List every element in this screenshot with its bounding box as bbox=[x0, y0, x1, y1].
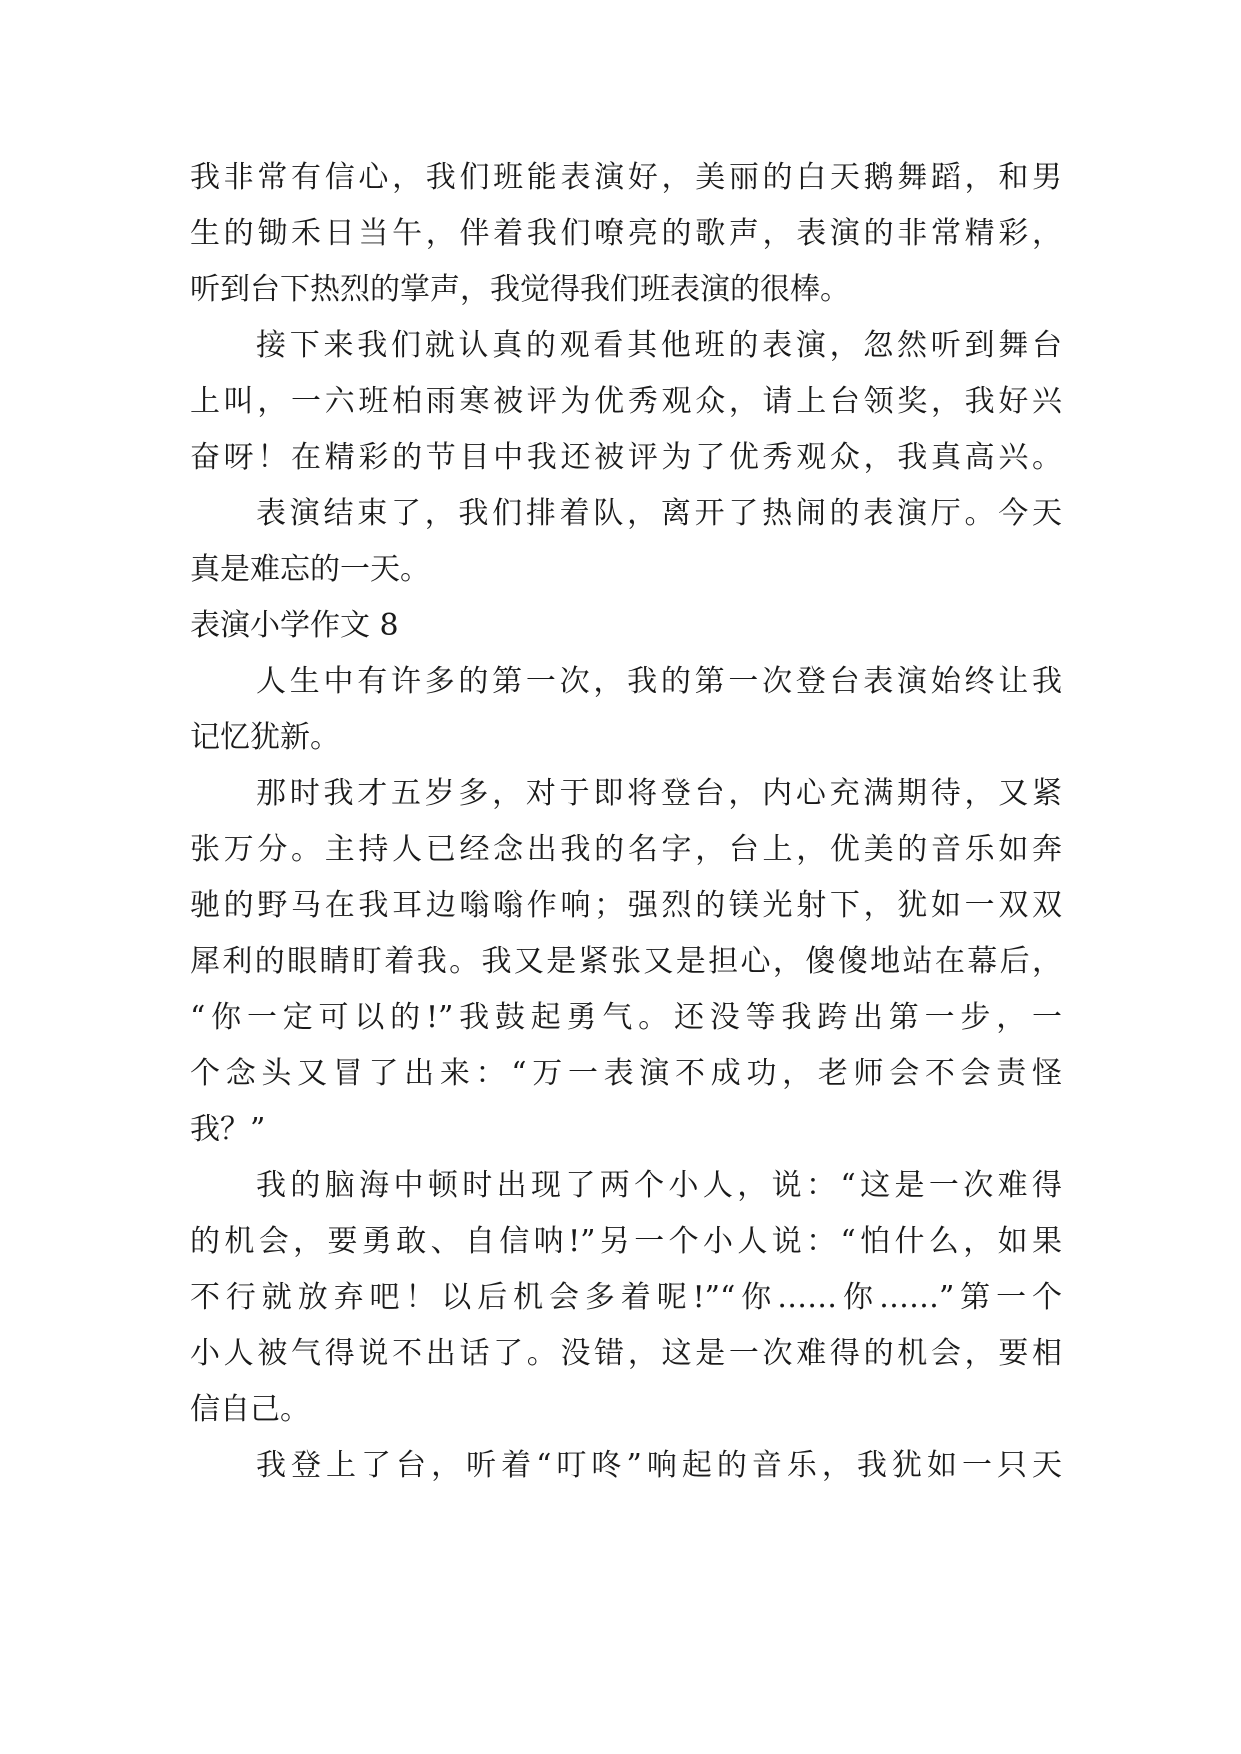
text-line: 我登上了台，听着“叮咚”响起的音乐，我犹如一只天 bbox=[256, 1448, 1062, 1483]
section-heading: 表演小学作文 8 bbox=[190, 608, 399, 643]
text-line: 上叫，一六班柏雨寒被评为优秀观众，请上台领奖，我好兴 bbox=[190, 384, 1062, 419]
text-line: 信自己。 bbox=[190, 1392, 310, 1427]
text-line: 我非常有信心，我们班能表演好，美丽的白天鹅舞蹈，和男 bbox=[190, 160, 1062, 195]
text-line: 人生中有许多的第一次，我的第一次登台表演始终让我 bbox=[256, 664, 1062, 699]
text-line: 听到台下热烈的掌声，我觉得我们班表演的很棒。 bbox=[190, 272, 850, 307]
text-line: 我？” bbox=[190, 1112, 266, 1147]
text-line: 的机会，要勇敢、自信呐!”另一个小人说：“怕什么，如果 bbox=[190, 1224, 1062, 1259]
text-line: 张万分。主持人已经念出我的名字，台上，优美的音乐如奔 bbox=[190, 832, 1062, 867]
text-line: 小人被气得说不出话了。没错，这是一次难得的机会，要相 bbox=[190, 1336, 1062, 1371]
text-line: “你一定可以的!”我鼓起勇气。还没等我跨出第一步，一 bbox=[190, 1000, 1062, 1035]
text-line: 接下来我们就认真的观看其他班的表演，忽然听到舞台 bbox=[256, 328, 1062, 363]
text-line: 真是难忘的一天。 bbox=[190, 552, 430, 587]
text-line: 驰的野马在我耳边嗡嗡作响；强烈的镁光射下，犹如一双双 bbox=[190, 888, 1062, 923]
text-line: 生的锄禾日当午，伴着我们嘹亮的歌声，表演的非常精彩， bbox=[190, 216, 1062, 251]
text-line: 不行就放弃吧！以后机会多着呢!”“你……你……”第一个 bbox=[190, 1280, 1062, 1315]
text-line: 表演结束了，我们排着队，离开了热闹的表演厅。今天 bbox=[256, 496, 1062, 531]
text-line: 犀利的眼睛盯着我。我又是紧张又是担心，傻傻地站在幕后， bbox=[190, 944, 1062, 979]
text-line: 那时我才五岁多，对于即将登台，内心充满期待，又紧 bbox=[256, 776, 1062, 811]
text-line: 个念头又冒了出来：“万一表演不成功，老师会不会责怪 bbox=[190, 1056, 1062, 1091]
text-line: 记忆犹新。 bbox=[190, 720, 340, 755]
text-line: 我的脑海中顿时出现了两个小人，说：“这是一次难得 bbox=[256, 1168, 1062, 1203]
text-line: 奋呀！在精彩的节目中我还被评为了优秀观众，我真高兴。 bbox=[190, 440, 1062, 475]
